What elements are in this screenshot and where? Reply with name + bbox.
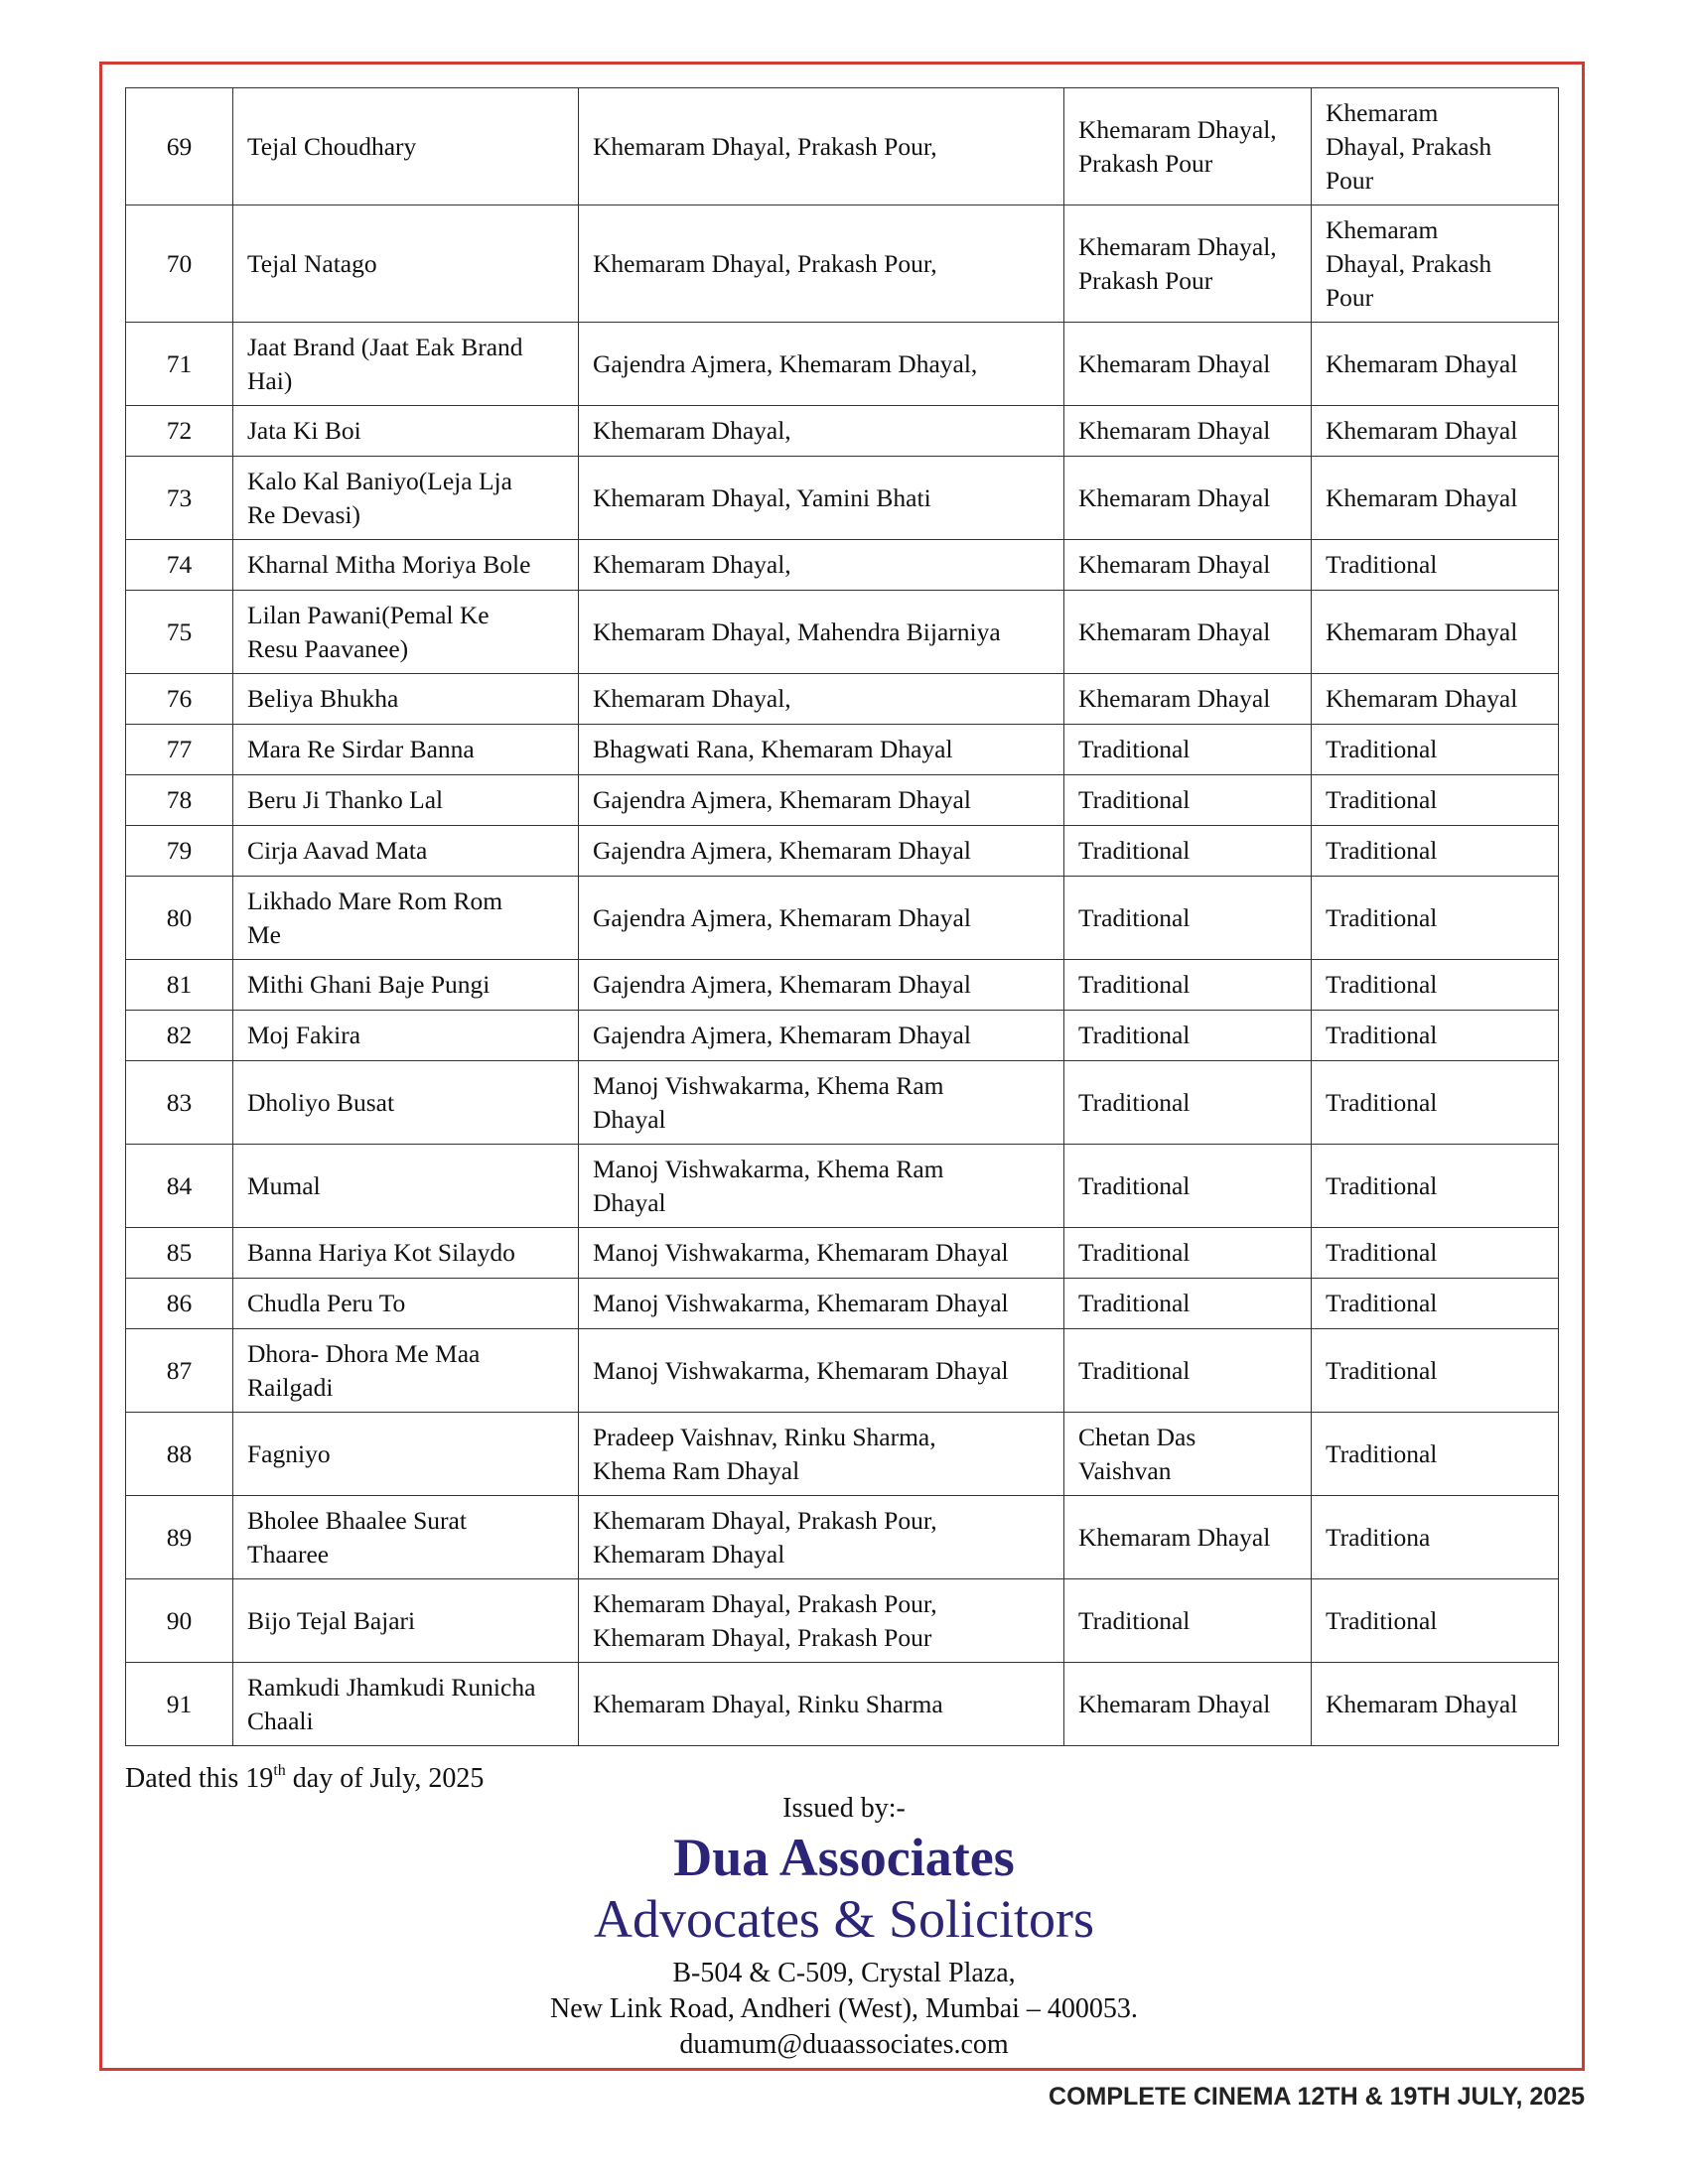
- row-number: 76: [126, 674, 233, 725]
- table-row: [126, 674, 1559, 725]
- lyricist-cell: Manoj Vishwakarma, Khema Ram Dhayal: [579, 1145, 1064, 1228]
- composer-cell: Khemaram Dhayal: [1064, 591, 1312, 674]
- lyricist-cell: Gajendra Ajmera, Khemaram Dhayal: [579, 877, 1064, 960]
- table-row: [126, 1228, 1559, 1279]
- table-row: [126, 826, 1559, 877]
- composer-cell: Traditional: [1064, 877, 1312, 960]
- composer-cell: Traditional: [1064, 1279, 1312, 1329]
- email: duamum@duaassociates.com: [679, 2029, 1009, 2060]
- writer-cell: Khemaram Dhayal, Prakash Pour: [1312, 205, 1559, 323]
- lyricist-cell: Gajendra Ajmera, Khemaram Dhayal: [579, 775, 1064, 826]
- table-row: [126, 1011, 1559, 1061]
- writer-cell: Traditional: [1312, 1145, 1559, 1228]
- composer-cell: Khemaram Dhayal: [1064, 457, 1312, 540]
- row-number: 73: [126, 457, 233, 540]
- composer-cell: Traditional: [1064, 1579, 1312, 1663]
- writer-cell: Khemaram Dhayal: [1312, 1663, 1559, 1746]
- firm-subtitle: Advocates & Solicitors: [594, 1889, 1094, 1949]
- writer-cell: Traditional: [1312, 1061, 1559, 1145]
- song-title: Jata Ki Boi: [233, 406, 579, 457]
- composer-cell: Khemaram Dhayal: [1064, 406, 1312, 457]
- writer-cell: Traditional: [1312, 1011, 1559, 1061]
- composer-cell: Khemaram Dhayal: [1064, 1496, 1312, 1579]
- composer-cell: Khemaram Dhayal, Prakash Pour: [1064, 205, 1312, 323]
- lyricist-cell: Manoj Vishwakarma, Khemaram Dhayal: [579, 1228, 1064, 1279]
- lyricist-cell: Khemaram Dhayal, Prakash Pour, Khemaram Dhayal, Prakash Pour: [579, 1579, 1064, 1663]
- table-row: [126, 1061, 1559, 1145]
- song-title: Banna Hariya Kot Silaydo: [233, 1228, 579, 1279]
- writer-cell: Traditiona: [1312, 1496, 1559, 1579]
- song-title: Mara Re Sirdar Banna: [233, 725, 579, 775]
- writer-cell: Traditional: [1312, 960, 1559, 1011]
- song-title: Mumal: [233, 1145, 579, 1228]
- address-line-1: B-504 & C-509, Crystal Plaza,: [672, 1958, 1016, 1988]
- row-number: 88: [126, 1413, 233, 1496]
- row-number: 74: [126, 540, 233, 591]
- row-number: 70: [126, 205, 233, 323]
- lyricist-cell: Manoj Vishwakarma, Khemaram Dhayal: [579, 1329, 1064, 1413]
- row-number: 72: [126, 406, 233, 457]
- song-title: Tejal Natago: [233, 205, 579, 323]
- song-title: Dhora- Dhora Me Maa Railgadi: [233, 1329, 579, 1413]
- row-number: 80: [126, 877, 233, 960]
- row-number: 77: [126, 725, 233, 775]
- composer-cell: Traditional: [1064, 725, 1312, 775]
- footer-publication: COMPLETE CINEMA 12TH & 19TH JULY, 2025: [1049, 2083, 1585, 2111]
- lyricist-cell: Manoj Vishwakarma, Khema Ram Dhayal: [579, 1061, 1064, 1145]
- song-title: Chudla Peru To: [233, 1279, 579, 1329]
- song-title: Tejal Choudhary: [233, 88, 579, 205]
- writer-cell: Traditional: [1312, 540, 1559, 591]
- song-title: Dholiyo Busat: [233, 1061, 579, 1145]
- row-number: 84: [126, 1145, 233, 1228]
- song-title: Kharnal Mitha Moriya Bole: [233, 540, 579, 591]
- lyricist-cell: Khemaram Dhayal, Rinku Sharma: [579, 1663, 1064, 1746]
- writer-cell: Khemaram Dhayal: [1312, 323, 1559, 406]
- lyricist-cell: Gajendra Ajmera, Khemaram Dhayal: [579, 960, 1064, 1011]
- writer-cell: Traditional: [1312, 1413, 1559, 1496]
- writer-cell: Traditional: [1312, 877, 1559, 960]
- song-title: Bijo Tejal Bajari: [233, 1579, 579, 1663]
- row-number: 86: [126, 1279, 233, 1329]
- row-number: 90: [126, 1579, 233, 1663]
- table-row: [126, 877, 1559, 960]
- writer-cell: Khemaram Dhayal, Prakash Pour: [1312, 88, 1559, 205]
- writer-cell: Traditional: [1312, 1279, 1559, 1329]
- composer-cell: Traditional: [1064, 960, 1312, 1011]
- firm-name: Dua Associates: [673, 1828, 1015, 1887]
- lyricist-cell: Manoj Vishwakarma, Khemaram Dhayal: [579, 1279, 1064, 1329]
- writer-cell: Khemaram Dhayal: [1312, 674, 1559, 725]
- song-title: Ramkudi Jhamkudi Runicha Chaali: [233, 1663, 579, 1746]
- writer-cell: Traditional: [1312, 775, 1559, 826]
- lyricist-cell: Khemaram Dhayal, Prakash Pour, Khemaram Dhayal: [579, 1496, 1064, 1579]
- composer-cell: Traditional: [1064, 1329, 1312, 1413]
- lyricist-cell: Khemaram Dhayal, Prakash Pour,: [579, 205, 1064, 323]
- table-row: [126, 1329, 1559, 1413]
- row-number: 83: [126, 1061, 233, 1145]
- writer-cell: Khemaram Dhayal: [1312, 457, 1559, 540]
- issued-by: Issued by:-: [782, 1793, 906, 1824]
- lyricist-cell: Khemaram Dhayal,: [579, 674, 1064, 725]
- composer-cell: Khemaram Dhayal, Prakash Pour: [1064, 88, 1312, 205]
- table-row: [126, 725, 1559, 775]
- row-number: 71: [126, 323, 233, 406]
- dated-line: Dated this 19th day of July, 2025: [125, 1762, 485, 1794]
- lyricist-cell: Gajendra Ajmera, Khemaram Dhayal: [579, 826, 1064, 877]
- composer-cell: Traditional: [1064, 775, 1312, 826]
- lyricist-cell: Khemaram Dhayal,: [579, 406, 1064, 457]
- table-row: [126, 775, 1559, 826]
- row-number: 89: [126, 1496, 233, 1579]
- table-row: [126, 1413, 1559, 1496]
- writer-cell: Traditional: [1312, 826, 1559, 877]
- table-row: [126, 323, 1559, 406]
- table-row: [126, 1145, 1559, 1228]
- row-number: 82: [126, 1011, 233, 1061]
- table-row: [126, 1663, 1559, 1746]
- lyricist-cell: Khemaram Dhayal, Prakash Pour,: [579, 88, 1064, 205]
- writer-cell: Traditional: [1312, 1329, 1559, 1413]
- row-number: 91: [126, 1663, 233, 1746]
- table-row: [126, 88, 1559, 205]
- lyricist-cell: Khemaram Dhayal,: [579, 540, 1064, 591]
- table-row: [126, 406, 1559, 457]
- composer-cell: Khemaram Dhayal: [1064, 1663, 1312, 1746]
- composer-cell: Traditional: [1064, 1011, 1312, 1061]
- song-title: Kalo Kal Baniyo(Leja Lja Re Devasi): [233, 457, 579, 540]
- row-number: 81: [126, 960, 233, 1011]
- table-row: [126, 960, 1559, 1011]
- table-row: [126, 591, 1559, 674]
- composer-cell: Traditional: [1064, 1228, 1312, 1279]
- table-row: [126, 205, 1559, 323]
- row-number: 69: [126, 88, 233, 205]
- table-row: [126, 1496, 1559, 1579]
- composer-cell: Traditional: [1064, 826, 1312, 877]
- row-number: 79: [126, 826, 233, 877]
- composer-cell: Traditional: [1064, 1061, 1312, 1145]
- composer-cell: Khemaram Dhayal: [1064, 674, 1312, 725]
- row-number: 87: [126, 1329, 233, 1413]
- row-number: 85: [126, 1228, 233, 1279]
- address-line-2: New Link Road, Andheri (West), Mumbai – 400053.: [550, 1993, 1138, 2024]
- composer-cell: Khemaram Dhayal: [1064, 323, 1312, 406]
- table-row: [126, 1579, 1559, 1663]
- row-number: 75: [126, 591, 233, 674]
- composer-cell: Traditional: [1064, 1145, 1312, 1228]
- table-row: [126, 540, 1559, 591]
- song-title: Beru Ji Thanko Lal: [233, 775, 579, 826]
- table-row: [126, 1279, 1559, 1329]
- lyricist-cell: Khemaram Dhayal, Yamini Bhati: [579, 457, 1064, 540]
- song-title: Fagniyo: [233, 1413, 579, 1496]
- writer-cell: Traditional: [1312, 1579, 1559, 1663]
- song-title: Likhado Mare Rom Rom Me: [233, 877, 579, 960]
- song-title: Jaat Brand (Jaat Eak Brand Hai): [233, 323, 579, 406]
- writer-cell: Khemaram Dhayal: [1312, 406, 1559, 457]
- lyricist-cell: Gajendra Ajmera, Khemaram Dhayal,: [579, 323, 1064, 406]
- lyricist-cell: Gajendra Ajmera, Khemaram Dhayal: [579, 1011, 1064, 1061]
- song-title: Moj Fakira: [233, 1011, 579, 1061]
- table-row: [126, 457, 1559, 540]
- writer-cell: Khemaram Dhayal: [1312, 591, 1559, 674]
- lyricist-cell: Bhagwati Rana, Khemaram Dhayal: [579, 725, 1064, 775]
- song-title: Mithi Ghani Baje Pungi: [233, 960, 579, 1011]
- writer-cell: Traditional: [1312, 725, 1559, 775]
- song-title: Beliya Bhukha: [233, 674, 579, 725]
- lyricist-cell: Pradeep Vaishnav, Rinku Sharma, Khema Ram Dhayal: [579, 1413, 1064, 1496]
- song-title: Lilan Pawani(Pemal Ke Resu Paavanee): [233, 591, 579, 674]
- row-number: 78: [126, 775, 233, 826]
- writer-cell: Traditional: [1312, 1228, 1559, 1279]
- song-title: Bholee Bhaalee Surat Thaaree: [233, 1496, 579, 1579]
- composer-cell: Chetan Das Vaishvan: [1064, 1413, 1312, 1496]
- composer-cell: Khemaram Dhayal: [1064, 540, 1312, 591]
- lyricist-cell: Khemaram Dhayal, Mahendra Bijarniya: [579, 591, 1064, 674]
- song-title: Cirja Aavad Mata: [233, 826, 579, 877]
- songs-table: [125, 87, 1559, 1746]
